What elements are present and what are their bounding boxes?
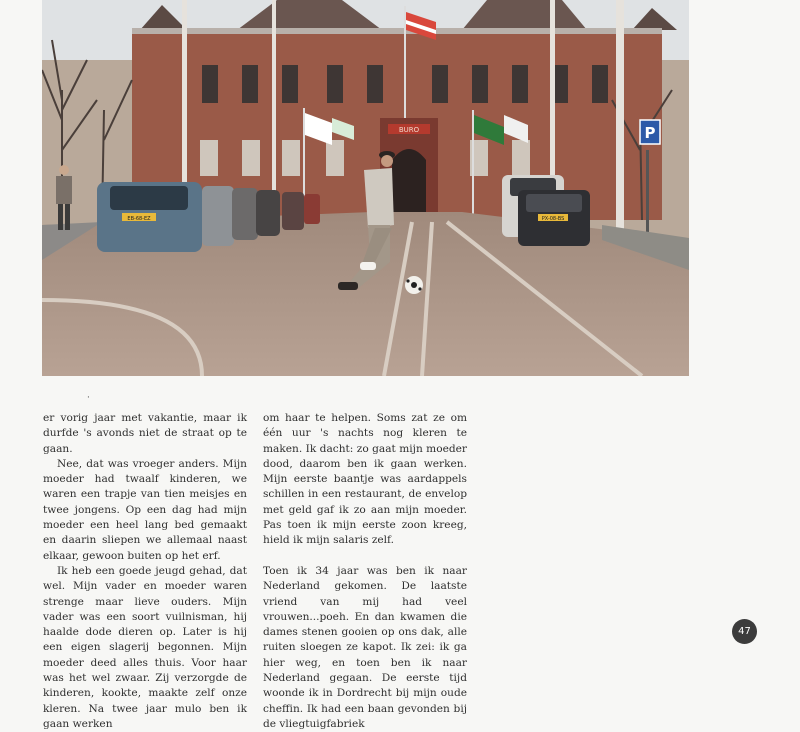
pedestrian	[56, 165, 72, 230]
paragraph: om haar te helpen. Soms zat ze om één uur 's nachts nog kleren te maken. Ik dacht: zo gaat mijn moeder dood, daarom ben ik gaan werken. Mijn eerste baantje was aardappels schillen in een restaurant, de envelop met geld gaf ik zo aan mijn moeder. Pas toen ik mijn eerste zoon kreeg, hield ik mijn salaris zelf.	[263, 412, 467, 547]
paragraph: Nee, dat was vroeger anders. Mijn moeder had twaalf kinderen, we waren een trapje van tien meisjes en twee jongens. Op een dag had mijn moeder een heel lang bed gemaakt en daarin sliepen we allemaal naast elkaar, gewoon buiten op het erf.	[43, 457, 247, 562]
building-sign: BURO	[398, 126, 420, 134]
paragraph: er vorig jaar met vakantie, maar ik durfde 's avonds niet de straat op te gaan.	[43, 412, 247, 455]
parking-sign-letter: P	[644, 124, 656, 142]
paragraph: Ik heb een goede jeugd gehad, dat wel. Mijn vader en moeder waren strenge maar lieve ouders. Mijn vader was een soort vuilnisman, hij haalde dode dieren op. Later is hij een eigen slagerij begonnen. Mijn moeder deed alles thuis. Voor haar was het wel zwaar. Zij verzorgde de kinderen, kookte, maakte zelf onze kleren. Na twee jaar mulo ben ik gaan werken	[43, 564, 247, 730]
text-column-right	[263, 411, 467, 732]
license-plate-left: EB-68-EZ	[127, 216, 151, 222]
text-column-left	[43, 411, 247, 732]
page-number: 47	[732, 619, 757, 644]
paragraph: Toen ik 34 jaar was ben ik naar Nederland gekomen. De laatste vriend van mij had veel vrouwen...poeh. En dan kwamen die dames stenen gooien op ons dak, alle ruiten sloegen ze kapot. Ik zei: ik ga hier weg, en toen ben ik naar Nederland gegaan. De eerste tijd woonde ik in Dordrecht bij mijn oude cheffin. Ik had een baan gevonden bij de vliegtuigfabriek	[263, 564, 467, 730]
page-mark: ·	[87, 393, 90, 403]
football	[405, 276, 423, 294]
street-photo	[42, 0, 689, 376]
license-plate-right: PX-08-BS	[541, 216, 565, 222]
